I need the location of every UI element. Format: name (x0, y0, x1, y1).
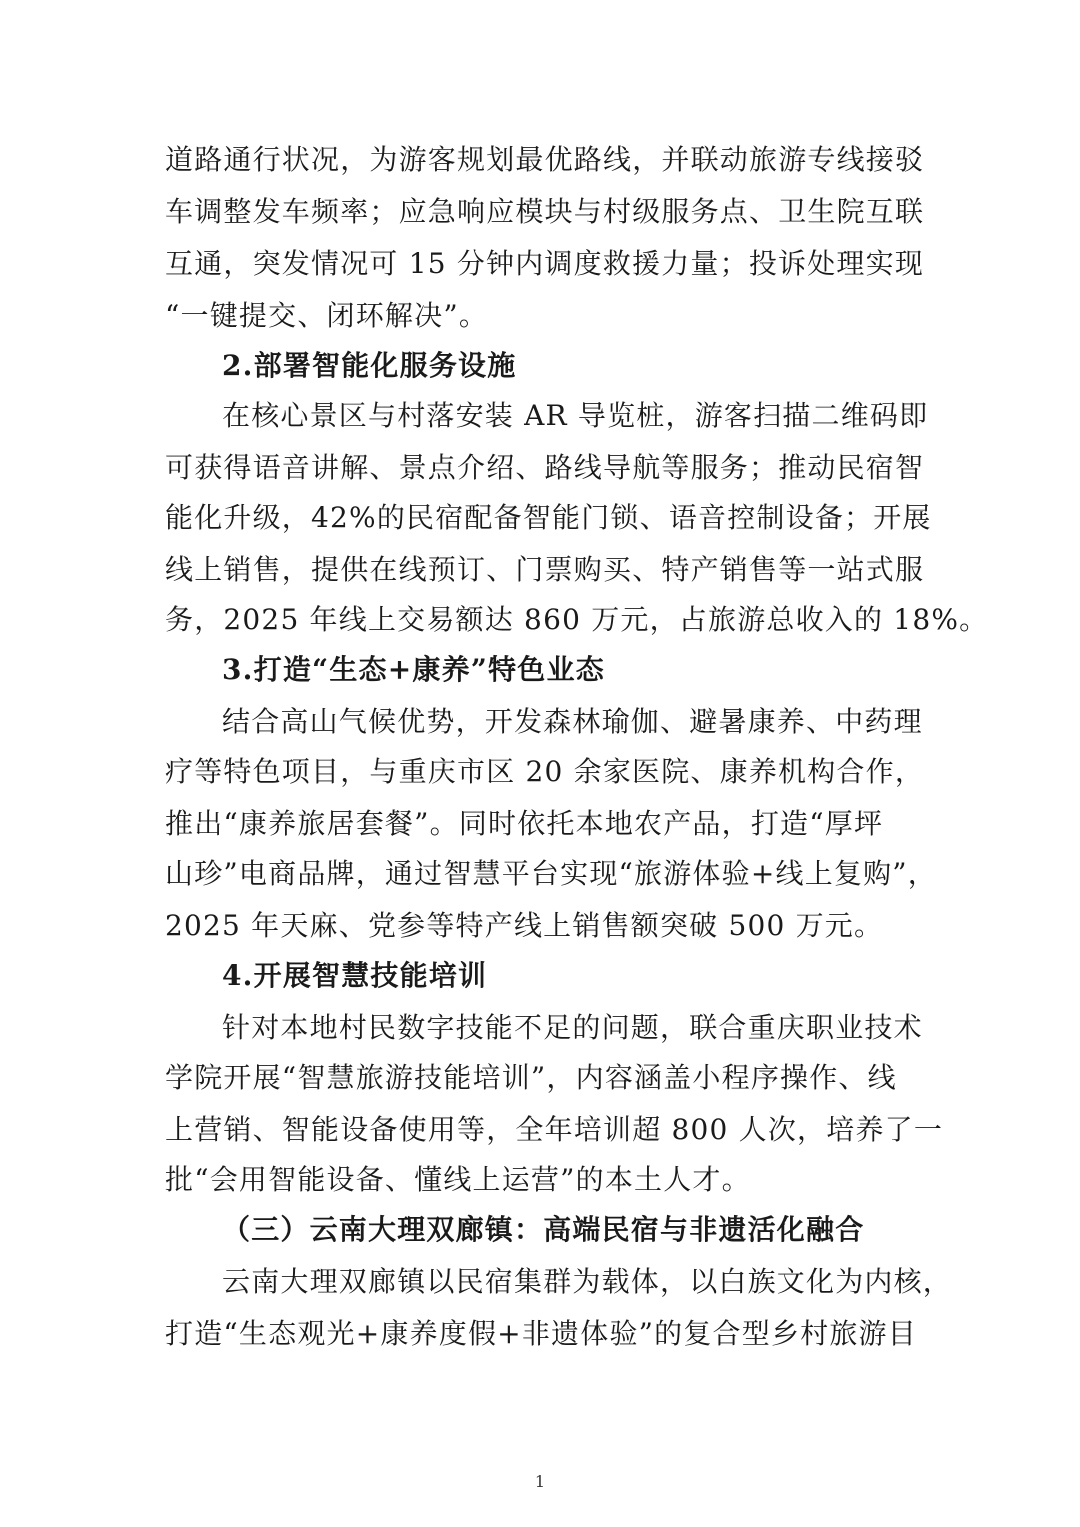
body-text-line: “一键提交、闭环解决”。 (165, 299, 489, 332)
section-heading: 3.打造“生态+康养”特色业态 (222, 653, 605, 686)
body-text-line: 批“会用智能设备、懂线上运营”的本土人才。 (165, 1163, 751, 1196)
paragraph-first-line: 针对本地村民数字技能不足的问题，联合重庆职业技术 (222, 1011, 923, 1044)
subsection-heading: （三）云南大理双廊镇：高端民宿与非遗活化融合 (222, 1213, 865, 1246)
body-text-line: 学院开展“智慧旅游技能培训”，内容涵盖小程序操作、线 (165, 1061, 897, 1094)
body-text-line: 道路通行状况，为游客规划最优路线，并联动旅游专线接驳 (165, 143, 925, 176)
body-text-line: 2025 年天麻、党参等特产线上销售额突破 500 万元。 (165, 909, 884, 942)
body-text-line: 山珍”电商品牌，通过智慧平台实现“旅游体验+线上复购”， (165, 857, 938, 890)
body-text-line: 互通，突发情况可 15 分钟内调度救援力量；投诉处理实现 (165, 247, 925, 280)
body-text-line: 疗等特色项目，与重庆市区 20 余家医院、康养机构合作， (165, 755, 925, 788)
paragraph-first-line: 云南大理双廊镇以民宿集群为载体，以白族文化为内核， (222, 1265, 953, 1298)
body-text-line: 车调整发车频率；应急响应模块与村级服务点、卫生院互联 (165, 195, 925, 228)
body-text-line: 务，2025 年线上交易额达 860 万元，占旅游总收入的 18%。 (165, 603, 989, 636)
body-text-line: 能化升级，42%的民宿配备智能门锁、语音控制设备；开展 (165, 501, 932, 534)
section-heading: 2.部署智能化服务设施 (222, 349, 517, 382)
body-text-line: 线上销售，提供在线预订、门票购买、特产销售等一站式服 (165, 553, 925, 586)
body-text-line: 上营销、智能设备使用等，全年培训超 800 人次，培养了一 (165, 1113, 944, 1146)
paragraph-first-line: 结合高山气候优势，开发森林瑜伽、避暑康养、中药理 (222, 705, 923, 738)
section-heading: 4.开展智慧技能培训 (222, 959, 488, 992)
body-text-line: 可获得语音讲解、景点介绍、路线导航等服务；推动民宿智 (165, 451, 925, 484)
paragraph-first-line: 在核心景区与村落安装 AR 导览桩，游客扫描二维码即 (222, 399, 929, 432)
body-text-line: 打造“生态观光+康养度假+非遗体验”的复合型乡村旅游目 (165, 1317, 917, 1350)
body-text-line: 推出“康养旅居套餐”。同时依托本地农产品，打造“厚坪 (165, 807, 884, 840)
page-number: 1 (534, 1472, 546, 1491)
